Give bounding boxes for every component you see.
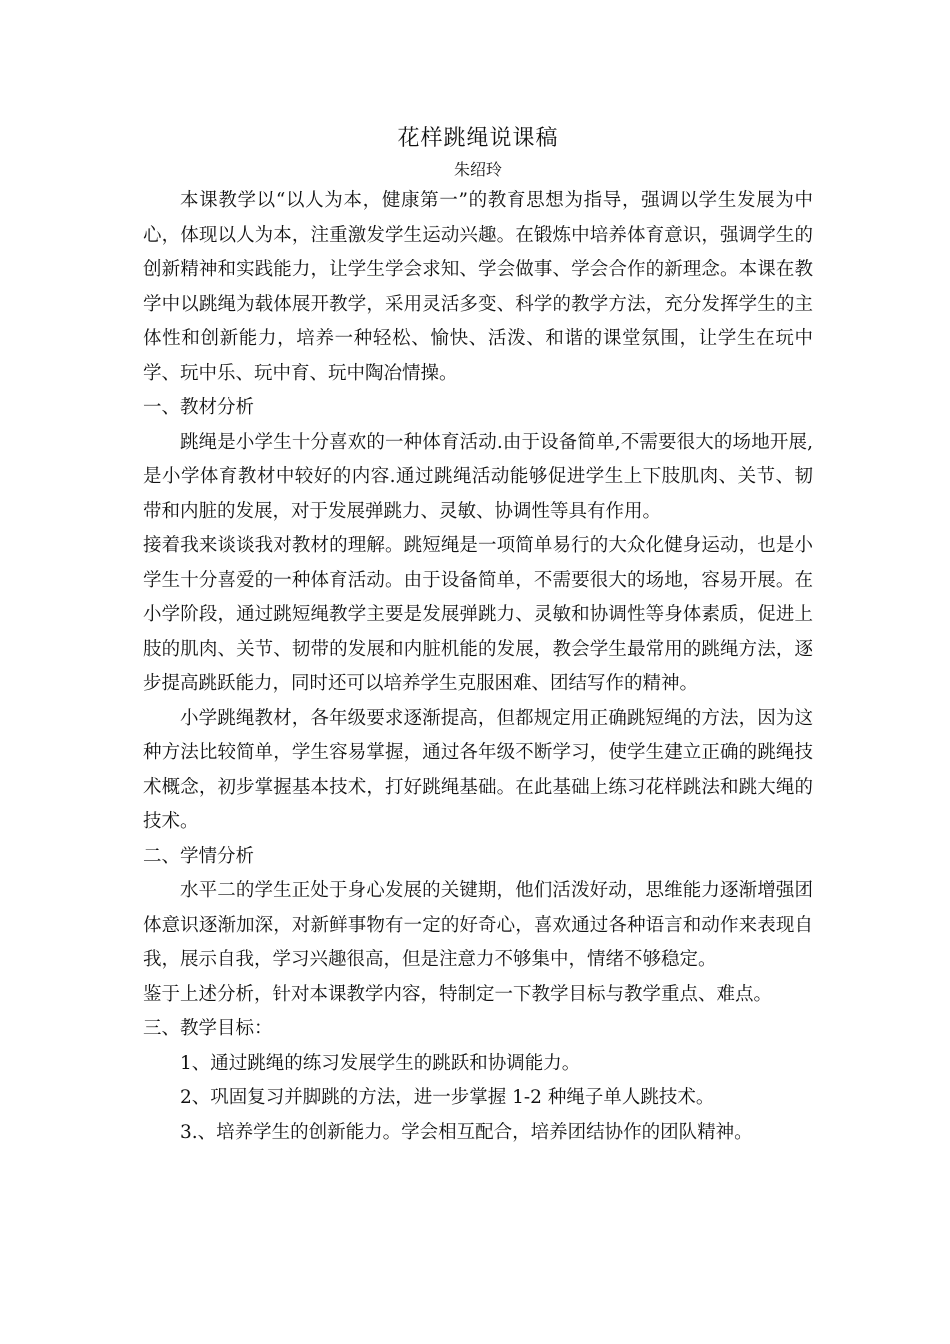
goal-item-2: 2、巩固复习并脚跳的方法，进一步掌握 1-2 种绳子单人跳技术。 — [180, 1087, 715, 1108]
intro-paragraph: 本课教学以“以人为本，健康第一”的教育思想为指导，强调以学生发展为中心，体现以人为本，注重激发学生运动兴趣。在锻炼中培养体育意识，强调学生的创新精神和实践能力，让学生学会求知、学会做事、学会合作的新理念。本课在教学中以跳绳为载体展开教学，采用灵活多变、科学的教学方法，充分发挥学生的主体性和创新能力，培养一种轻松、愉快、活泼、和谐的课堂氛围，让学生在玩中学、玩中乐、玩中育、玩中陶冶情操。 — [143, 190, 813, 384]
goal-item-3: 3.、培养学生的创新能力。学会相互配合，培养团结协作的团队精神。 — [180, 1121, 753, 1143]
students-paragraph-1: 水平二的学生正处于身心发展的关键期，他们活泼好动，思维能力逐渐增强团体意识逐渐加深，对新鲜事物有一定的好奇心，喜欢通过各种语言和动作来表现自我，展示自我，学习兴趣很高，但是注意力不够集中，情绪不够稳定。 — [143, 880, 813, 970]
materials-paragraph-1: 跳绳是小学生十分喜欢的一种体育活动.由于设备简单,不需要很大的场地开展,是小学体育教材中较好的内容.通过跳绳活动能够促进学生上下肢肌肉、关节、韧带和内脏的发展，对于发展弹跳力、灵敏、协调性等具有作用。 — [143, 431, 813, 522]
section-heading-students: 二、学情分析 — [143, 845, 255, 867]
section-heading-goals: 三、教学目标： — [143, 1018, 273, 1039]
document-author: 朱绍玲 — [453, 160, 502, 179]
students-paragraph-2: 鉴于上述分析，针对本课教学内容，特制定一下教学目标与教学重点、难点。 — [143, 983, 773, 1005]
materials-paragraph-3: 小学跳绳教材，各年级要求逐渐提高，但都规定用正确跳短绳的方法，因为这种方法比较简单，学生容易掌握，通过各年级不断学习，使学生建立正确的跳绳技术概念，初步掌握基本技术，打好跳绳基础。在此基础上练习花样跳法和跳大绳的技术。 — [143, 707, 813, 832]
goal-item-1: 1、通过跳绳的练习发展学生的跳跃和协调能力。 — [180, 1052, 581, 1074]
section-heading-materials: 一、教材分析 — [143, 397, 255, 418]
document-body — [143, 122, 813, 1150]
document-title: 花样跳绳说课稿 — [397, 126, 559, 151]
materials-paragraph-2: 接着我来谈谈我对教材的理解。跳短绳是一项简单易行的大众化健身运动，也是小学生十分喜爱的一种体育活动。由于设备简单，不需要很大的场地，容易开展。在小学阶段，通过跳短绳教学主要是发展弹跳力、灵敏和协调性等身体素质，促进上肢的肌肉、关节、韧带的发展和内脏机能的发展，教会学生最常用的跳绳方法，逐步提高跳跃能力，同时还可以培养学生克服困难、团结写作的精神。 — [143, 535, 813, 694]
